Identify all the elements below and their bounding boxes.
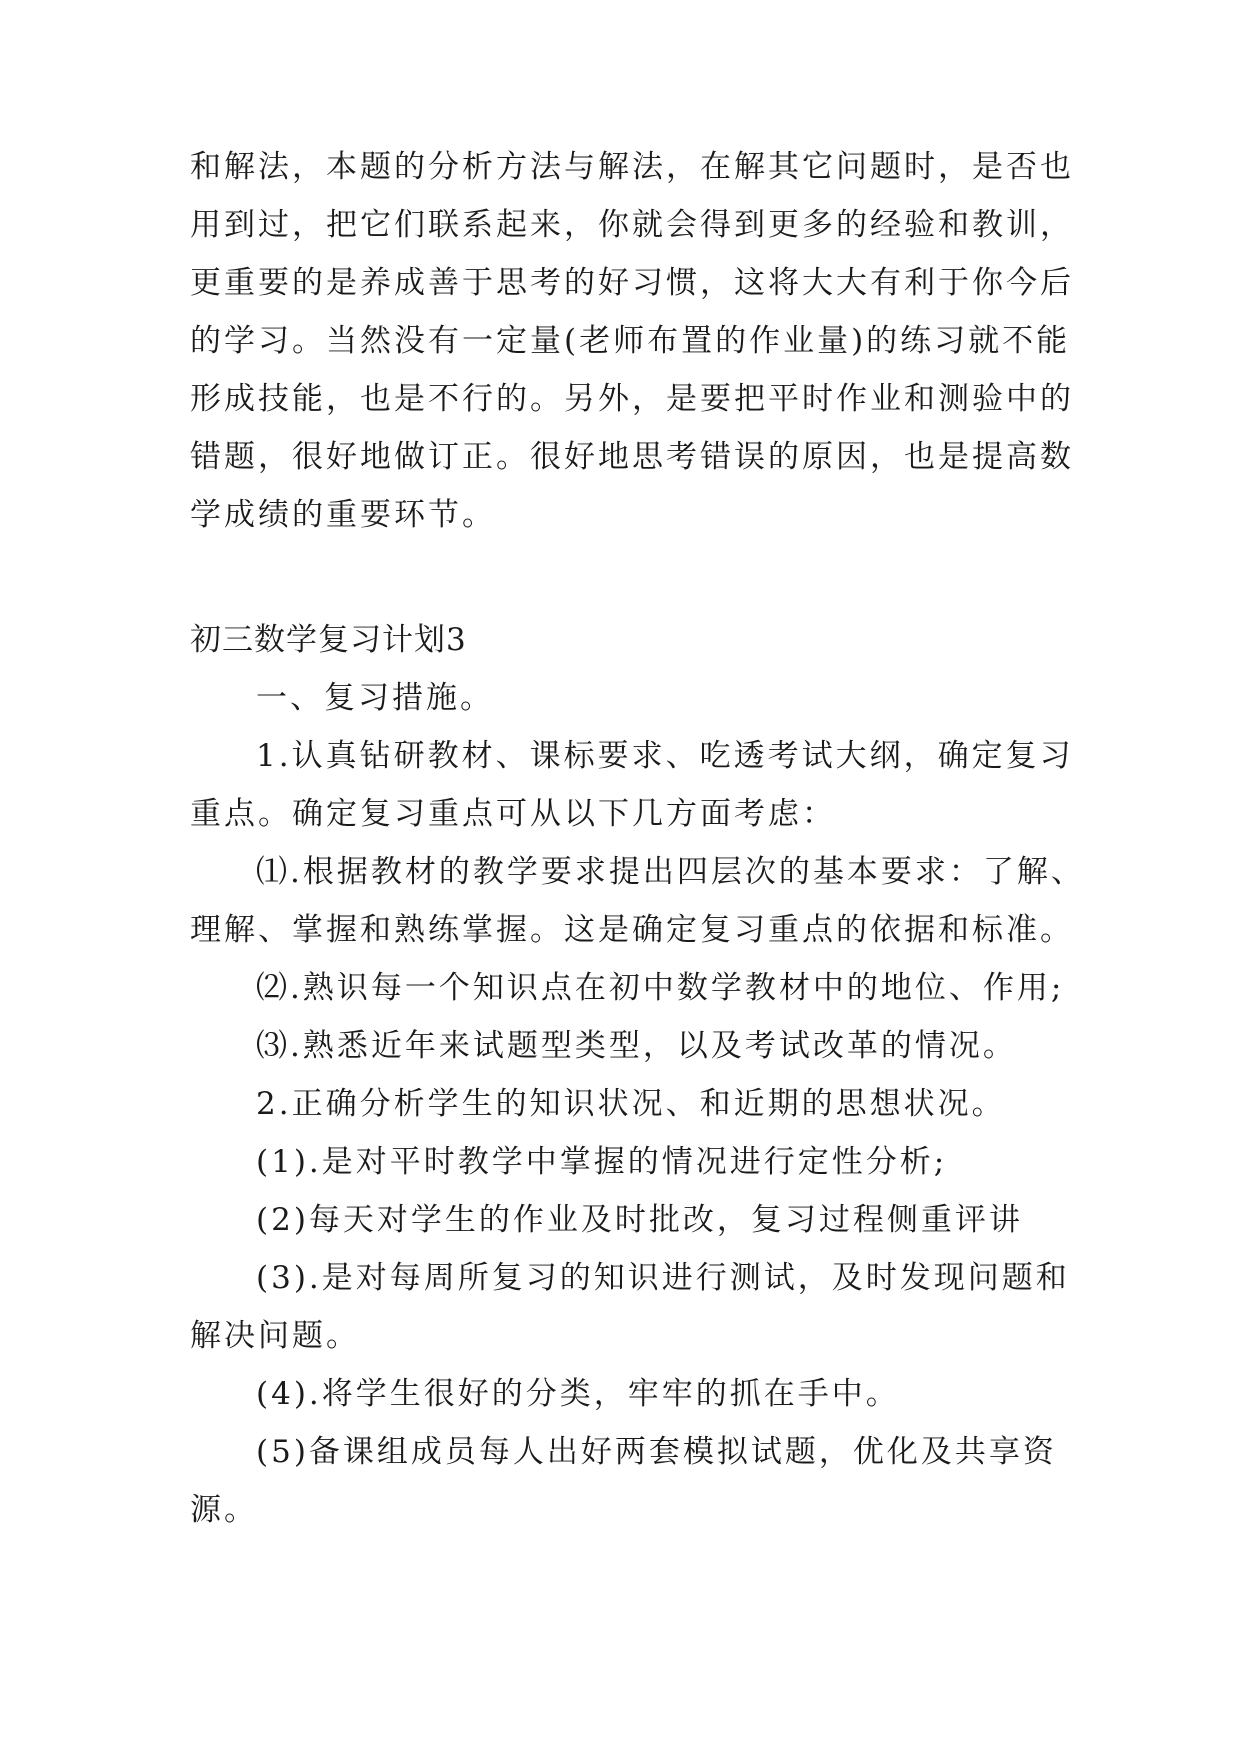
text-line: (2)每天对学生的作业及时批改，复习过程侧重评讲	[256, 1202, 1023, 1238]
text-line: 的学习。当然没有一定量(老师布置的作业量)的练习就不能	[190, 323, 1071, 359]
text-line: 形成技能，也是不行的。另外，是要把平时作业和测验中的	[190, 381, 1074, 417]
item-1	[190, 727, 1074, 843]
text-line: 1.认真钻研教材、课标要求、吃透考试大纲，确定复习	[256, 738, 1074, 774]
section-title-text: 初三数学复习计划3	[190, 622, 467, 658]
item-2-1	[190, 1133, 1070, 1191]
text-line: (4).将学生很好的分类，牢牢的抓在手中。	[256, 1376, 900, 1412]
item-2-4	[190, 1365, 1070, 1423]
text-line: 源。	[190, 1492, 258, 1528]
item-2	[190, 1075, 1070, 1133]
item-2-2	[190, 1191, 1070, 1249]
text-line: 用到过，把它们联系起来，你就会得到更多的经验和教训，	[190, 207, 1074, 243]
text-line: 2.正确分析学生的知识状况、和近期的思想状况。	[256, 1086, 1006, 1122]
intro-paragraph	[190, 138, 1074, 544]
text-line: 更重要的是养成善于思考的好习惯，这将大大有利于你今后	[190, 265, 1074, 301]
item-2-5	[190, 1423, 1070, 1539]
text-line: (5)备课组成员每人出好两套模拟试题，优化及共享资	[256, 1434, 1057, 1470]
item-1-1	[190, 843, 1085, 959]
item-2-3	[190, 1249, 1070, 1365]
text-line: (1).是对平时教学中掌握的情况进行定性分析;	[256, 1144, 948, 1180]
section-title	[190, 611, 1070, 669]
text-line: 重点。确定复习重点可从以下几方面考虑：	[190, 796, 836, 832]
item-1-3	[190, 1017, 1070, 1075]
subheading	[190, 669, 1070, 727]
text-line: (3).是对每周所复习的知识进行测试，及时发现问题和	[256, 1260, 1070, 1296]
text-line: 和解法，本题的分析方法与解法，在解其它问题时，是否也	[190, 149, 1074, 185]
item-1-2	[190, 959, 1070, 1017]
text-line: 错题，很好地做订正。很好地思考错误的原因，也是提高数	[190, 439, 1074, 475]
text-line: 解决问题。	[190, 1318, 360, 1354]
text-line: ⑶.熟悉近年来试题型类型，以及考试改革的情况。	[256, 1028, 1017, 1064]
text-line: 理解、掌握和熟练掌握。这是确定复习重点的依据和标准。	[190, 912, 1074, 948]
text-line: ⑴.根据教材的教学要求提出四层次的基本要求：了解、	[256, 854, 1085, 890]
subheading-text: 一、复习措施。	[256, 680, 494, 716]
text-line: 学成绩的重要环节。	[190, 497, 496, 533]
text-line: ⑵.熟识每一个知识点在初中数学教材中的地位、作用;	[256, 970, 1065, 1006]
